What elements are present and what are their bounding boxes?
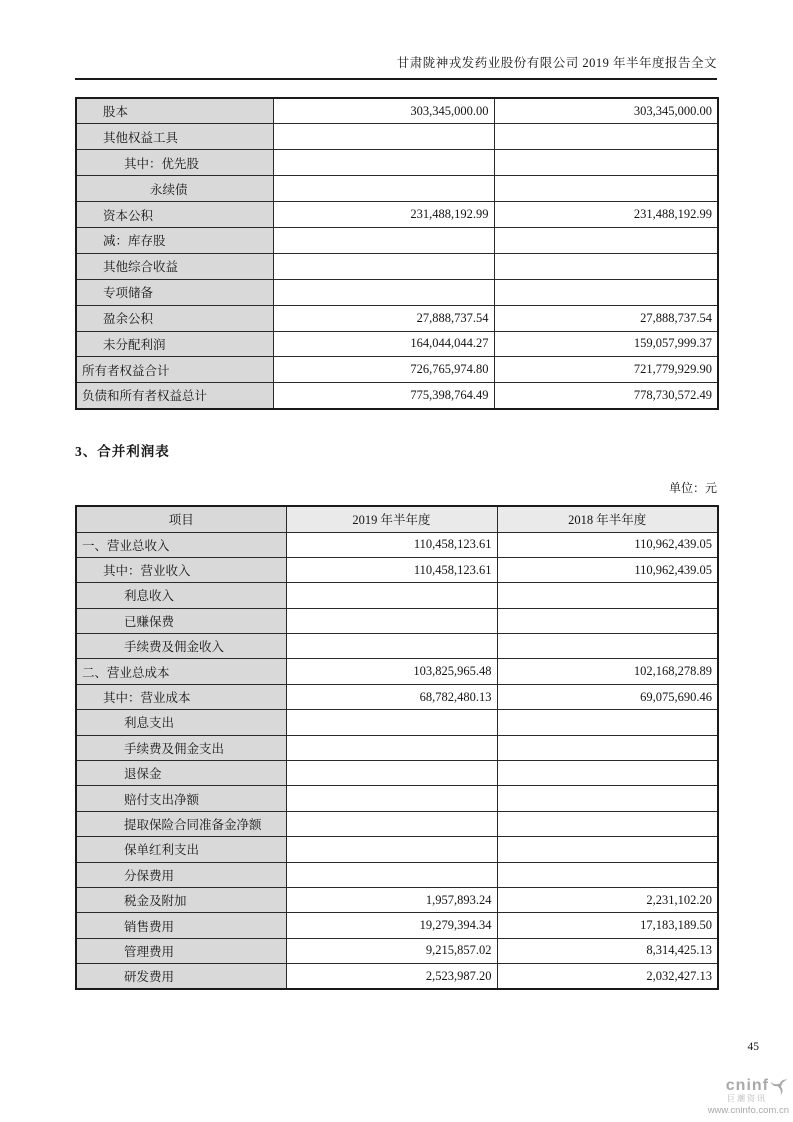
row-label: 其中：营业成本	[76, 684, 286, 709]
row-label: 手续费及佣金收入	[76, 634, 286, 659]
value-2019: 110,458,123.61	[286, 532, 497, 557]
table-row	[76, 887, 718, 912]
row-label: 其中：营业收入	[76, 557, 286, 582]
value-2018	[494, 253, 718, 279]
unit-label: 单位：元	[668, 481, 717, 495]
value-2019: 103,825,965.48	[286, 659, 497, 684]
value-2019	[286, 710, 497, 735]
row-label: 股本	[76, 98, 273, 124]
value-2018	[497, 837, 718, 862]
table-row	[76, 862, 718, 887]
table-row	[76, 357, 718, 383]
value-2019	[286, 634, 497, 659]
row-label: 退保金	[76, 761, 286, 786]
table-row	[76, 383, 718, 409]
row-label: 专项储备	[76, 279, 273, 305]
column-header-item: 项目	[76, 506, 286, 532]
value-2018	[497, 862, 718, 887]
value-2018	[494, 124, 718, 150]
value-2019: 1,957,893.24	[286, 887, 497, 912]
row-label: 分保费用	[76, 862, 286, 887]
table-row	[76, 253, 718, 279]
row-label: 一、营业总收入	[76, 532, 286, 557]
value-2018	[497, 811, 718, 836]
column-header-2019: 2019 年半年度	[286, 506, 497, 532]
table-row	[76, 684, 718, 709]
table-row	[76, 124, 718, 150]
row-label: 已赚保费	[76, 608, 286, 633]
value-2019	[286, 862, 497, 887]
table-row	[76, 735, 718, 760]
row-label: 税金及附加	[76, 887, 286, 912]
row-label: 永续债	[76, 176, 273, 202]
income-statement-table	[75, 505, 719, 990]
value-2019: 9,215,857.02	[286, 938, 497, 963]
value-2019: 68,782,480.13	[286, 684, 497, 709]
table-row	[76, 150, 718, 176]
table-row	[76, 634, 718, 659]
value-2019: 726,765,974.80	[273, 357, 494, 383]
value-2019	[286, 811, 497, 836]
value-2018: 2,032,427.13	[497, 964, 718, 989]
table-header-row	[76, 506, 718, 532]
value-2019	[286, 837, 497, 862]
page-number: 45	[747, 1041, 759, 1053]
logo-url: www.cninfo.com.cn	[707, 1105, 789, 1116]
document-header-title: 甘肃陇神戎发药业股份有限公司 2019 年半年度报告全文	[75, 53, 717, 80]
value-2018	[494, 227, 718, 253]
value-2018	[494, 279, 718, 305]
row-label: 保单红利支出	[76, 837, 286, 862]
value-2019: 27,888,737.54	[273, 305, 494, 331]
value-2018: 2,231,102.20	[497, 887, 718, 912]
row-label: 负债和所有者权益总计	[76, 383, 273, 409]
value-2019	[286, 786, 497, 811]
table-row	[76, 608, 718, 633]
value-2018: 69,075,690.46	[497, 684, 718, 709]
row-label: 利息收入	[76, 583, 286, 608]
value-2019: 775,398,764.49	[273, 383, 494, 409]
table-row	[76, 964, 718, 989]
row-label: 研发费用	[76, 964, 286, 989]
table-row	[76, 659, 718, 684]
logo-caption: 巨潮资讯	[727, 1094, 767, 1103]
value-2018	[497, 634, 718, 659]
value-2018: 778,730,572.49	[494, 383, 718, 409]
row-label: 减：库存股	[76, 227, 273, 253]
value-2019: 303,345,000.00	[273, 98, 494, 124]
swirl-icon	[770, 1076, 789, 1095]
row-label: 二、营业总成本	[76, 659, 286, 684]
value-2019	[273, 253, 494, 279]
value-2018: 231,488,192.99	[494, 202, 718, 228]
value-2018	[494, 150, 718, 176]
value-2018	[497, 761, 718, 786]
value-2018	[497, 583, 718, 608]
row-label: 提取保险合同准备金净额	[76, 811, 286, 836]
table-row	[76, 532, 718, 557]
row-label: 所有者权益合计	[76, 357, 273, 383]
value-2019	[273, 124, 494, 150]
value-2019	[286, 583, 497, 608]
value-2019	[273, 279, 494, 305]
value-2018: 27,888,737.54	[494, 305, 718, 331]
value-2019: 2,523,987.20	[286, 964, 497, 989]
value-2019: 19,279,394.34	[286, 913, 497, 938]
table-row	[76, 279, 718, 305]
value-2018: 110,962,439.05	[497, 532, 718, 557]
row-label: 资本公积	[76, 202, 273, 228]
row-label: 未分配利润	[76, 331, 273, 357]
value-2019: 110,458,123.61	[286, 557, 497, 582]
cninfo-logo	[679, 1076, 789, 1116]
logo-brand-text: cninf	[725, 1076, 769, 1094]
table-row	[76, 837, 718, 862]
value-2019: 164,044,044.27	[273, 331, 494, 357]
table-row	[76, 331, 718, 357]
table-row	[76, 583, 718, 608]
table-row	[76, 98, 718, 124]
row-label: 管理费用	[76, 938, 286, 963]
row-label: 赔付支出净额	[76, 786, 286, 811]
value-2019	[286, 735, 497, 760]
value-2018: 110,962,439.05	[497, 557, 718, 582]
value-2019	[273, 150, 494, 176]
value-2018: 303,345,000.00	[494, 98, 718, 124]
value-2018	[497, 786, 718, 811]
row-label: 其中：优先股	[76, 150, 273, 176]
value-2018: 159,057,999.37	[494, 331, 718, 357]
row-label: 利息支出	[76, 710, 286, 735]
table-row	[76, 938, 718, 963]
table-row	[76, 176, 718, 202]
table-row	[76, 913, 718, 938]
row-label: 其他综合收益	[76, 253, 273, 279]
table-row	[76, 202, 718, 228]
value-2019: 231,488,192.99	[273, 202, 494, 228]
value-2018: 17,183,189.50	[497, 913, 718, 938]
value-2019	[286, 761, 497, 786]
value-2019	[286, 608, 497, 633]
value-2018	[497, 710, 718, 735]
table-row	[76, 710, 718, 735]
row-label: 盈余公积	[76, 305, 273, 331]
equity-table	[75, 97, 719, 410]
row-label: 其他权益工具	[76, 124, 273, 150]
value-2019	[273, 176, 494, 202]
value-2018: 8,314,425.13	[497, 938, 718, 963]
value-2019	[273, 227, 494, 253]
column-header-2018: 2018 年半年度	[497, 506, 718, 532]
value-2018: 102,168,278.89	[497, 659, 718, 684]
table-row	[76, 557, 718, 582]
table-row	[76, 305, 718, 331]
table-row	[76, 227, 718, 253]
section-title: 3、合并利润表	[75, 444, 170, 459]
row-label: 销售费用	[76, 913, 286, 938]
row-label: 手续费及佣金支出	[76, 735, 286, 760]
table-row	[76, 786, 718, 811]
value-2018	[497, 735, 718, 760]
value-2018	[497, 608, 718, 633]
value-2018	[494, 176, 718, 202]
table-row	[76, 761, 718, 786]
table-row	[76, 811, 718, 836]
value-2018: 721,779,929.90	[494, 357, 718, 383]
